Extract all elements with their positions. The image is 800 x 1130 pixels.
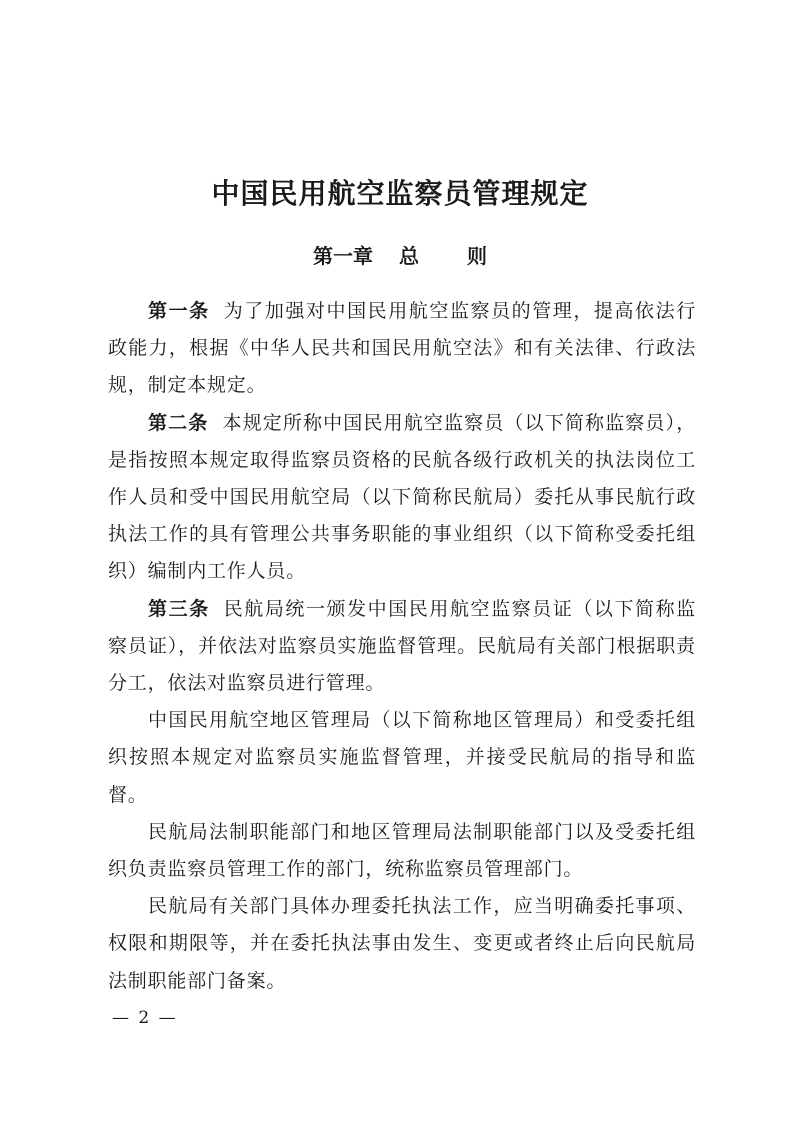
chapter-heading (0, 240, 800, 269)
document-body (108, 293, 696, 1000)
body-paragraph (108, 888, 696, 1000)
body-paragraph (108, 814, 696, 888)
article-number: 第一条 (148, 300, 210, 322)
article-paragraph (108, 591, 696, 703)
paragraph-text: 中国民用航空地区管理局（以下简称地区管理局）和受委托组织按照本规定对监察员实施监督管理，并接受民航局的指导和监督。 (108, 709, 696, 806)
paragraph-text: 民航局有关部门具体办理委托执法工作，应当明确委托事项、权限和期限等，并在委托执法事由发生、变更或者终止后向民航局法制职能部门备案。 (108, 895, 696, 992)
chapter-number: 第一章 (313, 244, 373, 268)
article-text: 为了加强对中国民用航空监察员的管理，提高依法行政能力，根据《中华人民共和国民用航空法》和有关法律、行政法规，制定本规定。 (108, 300, 696, 397)
article-text: 本规定所称中国民用航空监察员（以下简称监察员），是指按照本规定取得监察员资格的民航各级行政机关的执法岗位工作人员和受中国民用航空局（以下简称民航局）委托从事民航行政执法工作的具有管理公共事务职能的事业组织（以下简称受委托组织）编制内工作人员。 (108, 411, 697, 583)
document-title: 中国民用航空监察员管理规定 (211, 177, 589, 210)
page-number: — 2 — (112, 1008, 178, 1028)
article-paragraph (108, 293, 696, 405)
chapter-title-second-char: 则 (467, 244, 487, 268)
article-number: 第三条 (148, 597, 210, 620)
chapter-title-first-char: 总 (399, 244, 419, 268)
article-paragraph (108, 405, 696, 591)
paragraph-text: 民航局法制职能部门和地区管理局法制职能部门以及受委托组织负责监察员管理工作的部门，统称监察员管理部门。 (108, 820, 696, 881)
body-paragraph (108, 702, 696, 814)
article-text: 民航局统一颁发中国民用航空监察员证（以下简称监察员证），并依法对监察员实施监督管理。民航局有关部门根据职责分工，依法对监察员进行管理。 (108, 597, 696, 695)
article-number: 第二条 (148, 411, 209, 434)
